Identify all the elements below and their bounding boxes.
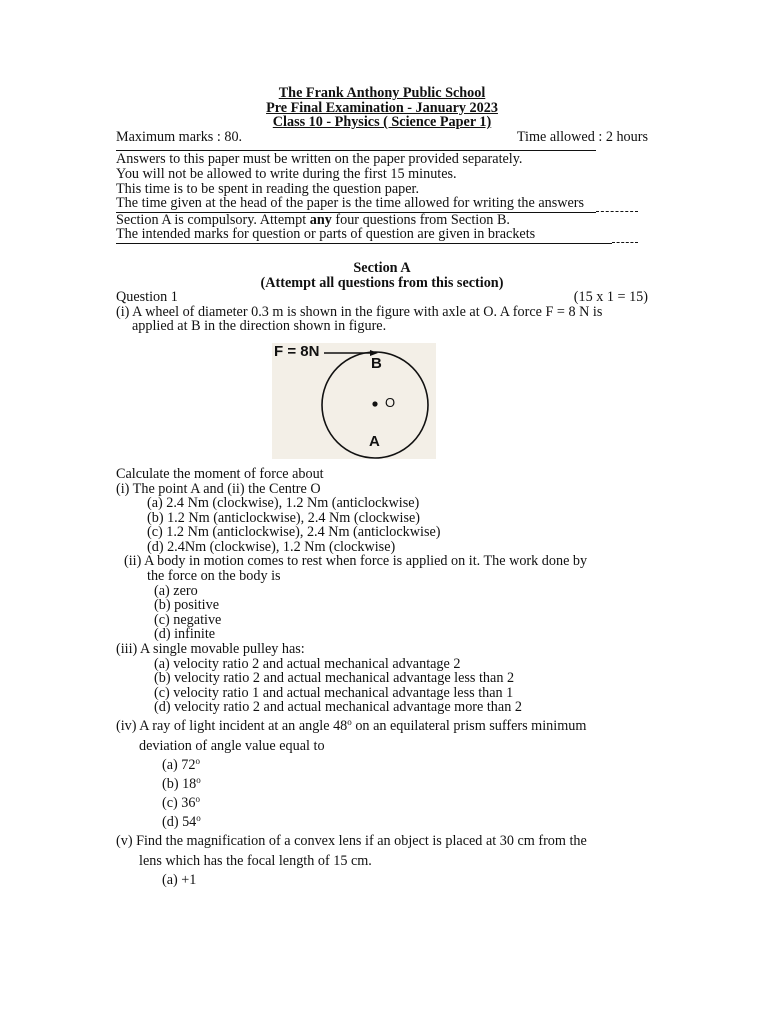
question-prompt: Calculate the moment of force about: [116, 465, 324, 482]
point-b-label: B: [371, 354, 382, 372]
time-allowed: Time allowed : 2 hours: [516, 128, 648, 145]
question-stem: (iii) A single movable pulley has:: [116, 641, 305, 658]
wheel-diagram: [272, 343, 436, 459]
point-a-label: A: [369, 432, 380, 450]
question-i: [116, 305, 648, 555]
option: (c) 1.2 Nm (anticlockwise), 2.4 Nm (anticlockwise): [147, 524, 441, 541]
question-marks: (15 x 1 = 15): [573, 289, 648, 306]
option: (a) +1: [162, 872, 197, 888]
option: (b) positive: [154, 597, 220, 614]
exam-page: [116, 86, 648, 890]
question-stem: deviation of angle value equal to: [139, 737, 325, 754]
question-stem: (ii) A body in motion comes to rest when force is applied on it. The work done by: [124, 553, 588, 570]
question-header: [116, 290, 648, 305]
instruction-line: The time given at the head of the paper is the time allowed for writing the answers: [116, 195, 585, 212]
option: (c) 36$^o$: [162, 794, 200, 811]
instruction-line: You will not be allowed to write during the first 15 minutes.: [116, 165, 457, 182]
school-name: The Frank Anthony Public School: [278, 85, 486, 101]
section-note: [116, 213, 648, 242]
force-label: F = 8N: [274, 342, 320, 360]
point-o-label: O: [385, 394, 396, 410]
question-stem: (i) A wheel of diameter 0.3 m is shown in the figure with axle at O. A force F = 8 N is: [116, 303, 603, 320]
section-title: Section A: [353, 259, 411, 276]
question-label: Question 1: [116, 289, 178, 306]
question-stem: (v) Find the magnification of a convex lens if an object is placed at 30 cm from the: [116, 833, 587, 849]
question-stem: applied at B in the direction shown in figure.: [132, 318, 387, 335]
question-prompt: (i) The point A and (ii) the Centre O: [116, 480, 321, 497]
instruction-line: Answers to this paper must be written on the paper provided separately.: [116, 151, 523, 168]
option: (d) infinite: [154, 626, 216, 643]
option: (c) negative: [154, 611, 222, 628]
option: (c) velocity ratio 1 and actual mechanical advantage less than 1: [154, 684, 514, 701]
question-v: [116, 832, 648, 890]
option: (d) velocity ratio 2 and actual mechanical advantage more than 2: [154, 699, 522, 716]
marks-time-row: [116, 130, 648, 145]
option: (b) 18$^o$: [162, 775, 201, 792]
max-marks: Maximum marks : 80.: [116, 128, 243, 145]
question-stem: (iv) A ray of light incident at an angle 48$^o$ on an equilateral prism suffers minimum: [116, 717, 587, 734]
class-subject: Class 10 - Physics ( Science Paper 1): [272, 114, 492, 131]
section-note-line: The intended marks for question or parts of question are given in brackets: [116, 226, 536, 243]
question-stem: lens which has the focal length of 15 cm.: [139, 852, 372, 869]
question-iii: [116, 642, 648, 715]
option: (b) velocity ratio 2 and actual mechanical advantage less than 2: [154, 670, 515, 687]
question-iv: [116, 717, 648, 832]
option: (a) velocity ratio 2 and actual mechanical advantage 2: [154, 655, 461, 672]
wheel-figure: [272, 343, 436, 459]
option: (a) 2.4 Nm (clockwise), 1.2 Nm (anticlockwise): [147, 495, 420, 512]
option: (b) 1.2 Nm (anticlockwise), 2.4 Nm (clockwise): [147, 509, 421, 526]
section-subtitle: (Attempt all questions from this section): [260, 274, 504, 291]
option: (d) 54$^o$: [162, 813, 201, 830]
option: (d) 2.4Nm (clockwise), 1.2 Nm (clockwise): [147, 538, 396, 555]
instructions-block: [116, 152, 648, 210]
option: (a) zero: [154, 582, 198, 599]
question-stem: the force on the body is: [147, 568, 281, 585]
exam-title: Pre Final Examination - January 2023: [266, 99, 498, 116]
question-ii: [116, 554, 648, 642]
section-note-line: Section A is compulsory. Attempt any four questions from Section B.: [116, 211, 510, 228]
option: (a) 72$^o$: [162, 756, 200, 773]
instruction-line: This time is to be spent in reading the question paper.: [116, 180, 420, 197]
